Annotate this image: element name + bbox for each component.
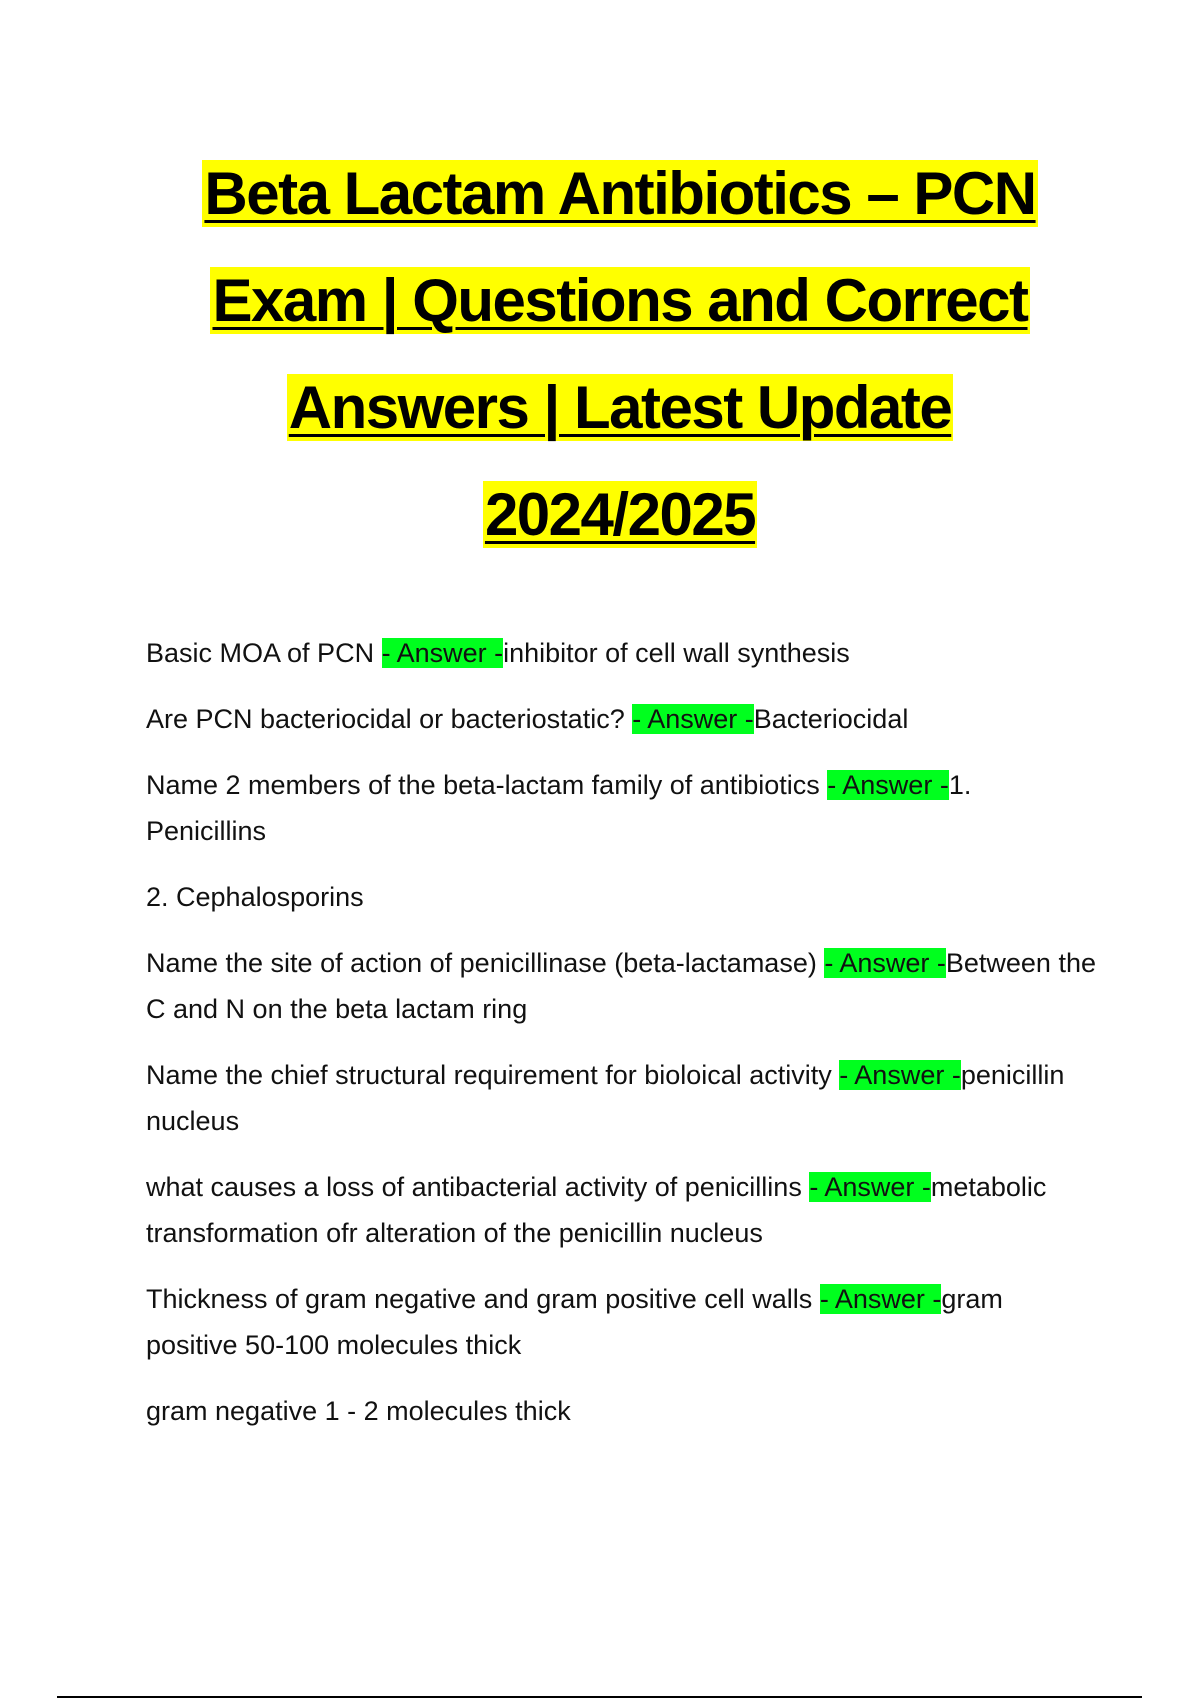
document-title	[110, 140, 1130, 568]
answer-marker: - Answer -	[824, 948, 946, 978]
answer-text: penicillin nucleus	[146, 1060, 1065, 1136]
qa-item	[146, 1052, 1096, 1144]
answer-text: metabolic transformation ofr alteration of the penicillin nucleus	[146, 1172, 1047, 1248]
title-line	[110, 354, 1130, 461]
qa-item	[146, 1164, 1096, 1256]
qa-item	[146, 940, 1096, 1032]
question-text: Name the site of action of penicillinase (beta-lactamase)	[146, 948, 825, 978]
question-text: Basic MOA of PCN	[146, 638, 382, 668]
title-line-text: 2024/2025	[484, 481, 756, 548]
title-line	[110, 247, 1130, 354]
question-text: Thickness of gram negative and gram positive cell walls	[146, 1284, 820, 1314]
qa-item	[146, 1276, 1096, 1368]
answer-text: Bacteriocidal	[753, 704, 909, 734]
title-line-text: Answers | Latest Update	[288, 374, 952, 441]
answer-marker: - Answer -	[819, 1284, 942, 1314]
title-line-text: Beta Lactam Antibiotics – PCN	[204, 160, 1036, 227]
answer-marker: - Answer -	[839, 1060, 961, 1090]
title-line	[110, 140, 1130, 247]
answer-marker: - Answer -	[809, 1172, 931, 1202]
answer-marker: - Answer -	[827, 770, 949, 800]
question-text: Are PCN bacteriocidal or bacteriostatic?	[146, 704, 633, 734]
qa-continuation	[146, 874, 1096, 920]
qa-item	[146, 696, 1096, 742]
question-text: Name the chief structural requirement for bioloical activity	[146, 1060, 840, 1090]
answer-text: Between the C and N on the beta lactam ring	[146, 948, 1096, 1024]
answer-text: gram positive 50-100 molecules thick	[146, 1284, 1003, 1360]
question-text: Name 2 members of the beta-lactam family of antibiotics	[146, 770, 828, 800]
title-line	[110, 461, 1130, 568]
footer-divider	[57, 1696, 1142, 1698]
qa-list	[146, 630, 1096, 1454]
answer-text: 1. Penicillins	[146, 770, 972, 846]
answer-marker: - Answer -	[381, 638, 504, 668]
qa-item	[146, 630, 1096, 676]
qa-item	[146, 762, 1096, 854]
answer-continuation-text: 2. Cephalosporins	[146, 882, 364, 912]
answer-marker: - Answer -	[632, 704, 754, 734]
qa-continuation	[146, 1388, 1096, 1434]
title-line-text: Exam | Questions and Correct	[212, 267, 1028, 334]
answer-text: inhibitor of cell wall synthesis	[503, 638, 850, 668]
question-text: what causes a loss of antibacterial activity of penicillins	[146, 1172, 810, 1202]
answer-continuation-text: gram negative 1 - 2 molecules thick	[146, 1396, 571, 1426]
